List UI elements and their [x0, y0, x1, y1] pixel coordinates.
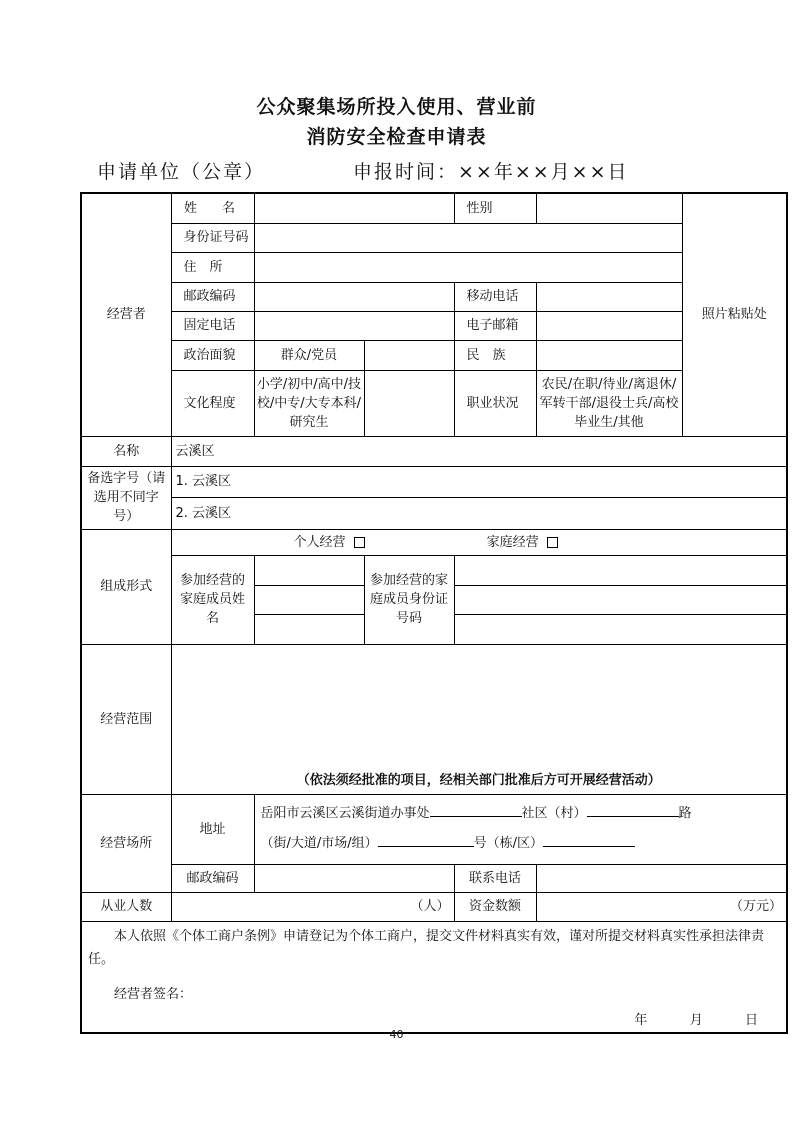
premises-address-label: 地址 — [171, 794, 254, 864]
capital-field[interactable] — [536, 892, 787, 921]
ethnic-label: 民 族 — [454, 340, 536, 370]
ethnic-field[interactable] — [536, 340, 682, 370]
composition-label: 组成形式 — [81, 529, 171, 644]
personal-checkbox[interactable] — [354, 537, 365, 548]
job-options: 农民/在职/待业/离退休/军转干部/退役士兵/高校毕业生/其他 — [536, 370, 682, 436]
signature-row — [88, 983, 780, 1006]
staff-unit: （人） — [410, 899, 450, 914]
operator-section-label: 经营者 — [81, 193, 171, 436]
name-field[interactable] — [254, 193, 454, 223]
address-part-district: 岳阳市云溪区云溪街道办事处 — [260, 806, 430, 821]
alt-name-2: 2. 云溪区 — [171, 497, 787, 529]
capital-unit: （万元） — [729, 899, 782, 914]
id-label: 身份证号码 — [171, 223, 254, 252]
apply-time-label: 申报时间：××年××月××日 — [353, 161, 629, 183]
address-part-road: 路 — [678, 806, 692, 821]
member-id-field-1[interactable] — [454, 555, 787, 585]
political-label: 政治面貌 — [171, 340, 254, 370]
id-field[interactable] — [254, 223, 682, 252]
premises-postcode-label: 邮政编码 — [171, 864, 254, 892]
premises-contact-field[interactable] — [536, 864, 787, 892]
member-name-field-2[interactable] — [254, 585, 364, 614]
shop-name-value: 云溪区 — [171, 436, 787, 466]
phone-label: 固定电话 — [171, 311, 254, 340]
scope-field[interactable] — [171, 644, 787, 794]
address-part-street-type: （街/大道/市场/组） — [260, 836, 378, 851]
address-blank-community[interactable] — [587, 802, 679, 817]
apply-unit-label: 申请单位（公章） — [97, 161, 266, 183]
member-id-label: 参加经营的家庭成员身份证号码 — [364, 555, 454, 644]
page-number: 40 — [389, 1028, 404, 1041]
political-value: 群众/党员 — [254, 340, 364, 370]
staff-field[interactable] — [171, 892, 454, 921]
address-blank-street[interactable] — [430, 802, 522, 817]
form-title-line2: 消防安全检查申请表 — [306, 126, 487, 148]
staff-label: 从业人数 — [81, 892, 171, 921]
name-label: 姓 名 — [171, 193, 254, 223]
premises-postcode-field[interactable] — [254, 864, 454, 892]
date-month: 月 — [689, 1012, 703, 1028]
member-id-field-2[interactable] — [454, 585, 787, 614]
member-id-field-3[interactable] — [454, 614, 787, 644]
gender-label: 性别 — [454, 193, 536, 223]
political-extra-field[interactable] — [364, 340, 454, 370]
capital-label: 资金数额 — [454, 892, 536, 921]
mobile-label: 移动电话 — [454, 282, 536, 311]
form-title-line1: 公众聚集场所投入使用、营业前 — [256, 96, 537, 118]
alt-names-label: 备选字号（请选用不同字号） — [81, 466, 171, 529]
member-name-field-1[interactable] — [254, 555, 364, 585]
job-label: 职业状况 — [454, 370, 536, 436]
personal-option-label: 个人经营 — [293, 534, 346, 550]
email-field[interactable] — [536, 311, 682, 340]
address-part-number: 号（栋/区） — [473, 836, 544, 851]
composition-options — [171, 529, 787, 555]
member-name-label: 参加经营的家庭成员姓名 — [171, 555, 254, 644]
family-checkbox[interactable] — [547, 537, 558, 548]
address-field[interactable] — [254, 252, 682, 282]
alt-name-1: 1. 云溪区 — [171, 466, 787, 497]
declaration-block — [81, 921, 787, 1033]
mobile-field[interactable] — [536, 282, 682, 311]
date-day: 日 — [744, 1012, 758, 1028]
postcode-label: 邮政编码 — [171, 282, 254, 311]
education-extra-field[interactable] — [364, 370, 454, 436]
postcode-field[interactable] — [254, 282, 454, 311]
date-year: 年 — [634, 1012, 648, 1028]
family-option-label: 家庭经营 — [486, 534, 539, 550]
premises-contact-label: 联系电话 — [454, 864, 536, 892]
education-label: 文化程度 — [171, 370, 254, 436]
shop-name-label: 名称 — [81, 436, 171, 466]
address-blank-number[interactable] — [543, 832, 635, 847]
address-blank-street-name[interactable] — [378, 832, 474, 847]
education-options: 小学/初中/高中/技校/中专/大专本科/研究生 — [254, 370, 364, 436]
photo-placeholder: 照片粘贴处 — [682, 193, 787, 436]
premises-address-field[interactable] — [254, 794, 787, 864]
email-label: 电子邮箱 — [454, 311, 536, 340]
premises-label: 经营场所 — [81, 794, 171, 892]
member-name-field-3[interactable] — [254, 614, 364, 644]
signature-label: 经营者签名： — [114, 986, 193, 1002]
address-part-community: 社区（村） — [521, 806, 587, 821]
phone-field[interactable] — [254, 311, 454, 340]
gender-field[interactable] — [536, 193, 682, 223]
declaration-text: 本人依照《个体工商户条例》申请登记为个体工商户，提交文件材料真实有效，谨对所提交材料真实性承担法律责任。 — [88, 928, 765, 967]
scope-label: 经营范围 — [81, 644, 171, 794]
address-label: 住 所 — [171, 252, 254, 282]
application-form-table — [80, 192, 788, 1034]
scope-note: （依法须经批准的项目，经相关部门批准后方可开展经营活动） — [296, 772, 661, 788]
